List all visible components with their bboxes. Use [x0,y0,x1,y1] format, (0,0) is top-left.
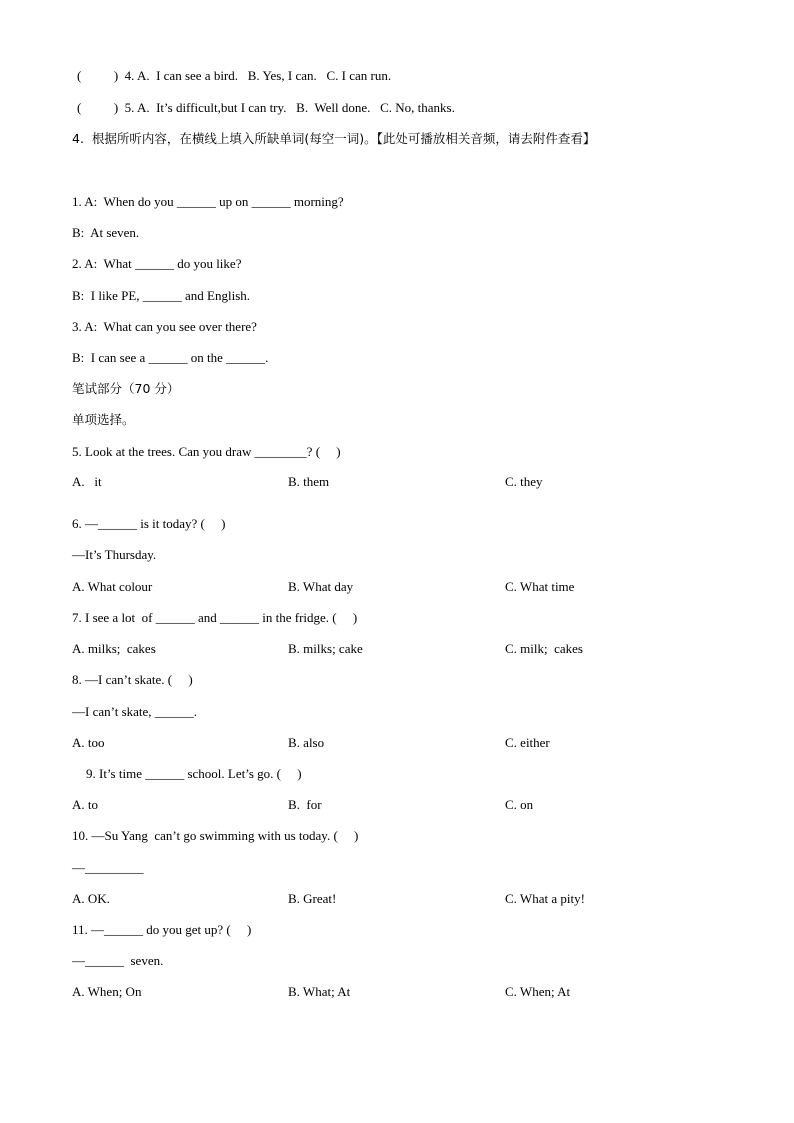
question-9-option-c[interactable]: C. on [505,797,534,812]
question-7-option-a[interactable]: A. milks; cakes [72,641,156,656]
question-6-option-b[interactable]: B. What day [288,579,354,594]
question-7-option-c[interactable]: C. milk; cakes [505,641,583,656]
question-8-option-c[interactable]: C. either [505,735,550,750]
question-11-option-c[interactable]: C. When; At [505,984,571,999]
question-8-option-a[interactable]: A. too [72,735,105,750]
listening-item-5: ( ) 5. A. It’s difficult,but I can try. B. Well done. C. No, thanks. [77,100,455,115]
question-11-reply: —______ seven. [72,953,164,968]
section4-heading: 4. 根据所听内容，在横线上填入所缺单词(每空一词)。【此处可播放相关音频，请去附件查看】 [72,131,596,146]
dictation-line-2b: B: I like PE, ______ and English. [72,288,251,303]
dictation-line-3b: B: I can see a ______ on the ______. [72,350,269,365]
dictation-line-2a: 2. A: What ______ do you like? [72,256,242,271]
dictation-line-1a: 1. A: When do you ______ up on ______ morning? [72,194,344,209]
question-7-stem: 7. I see a lot of ______ and ______ in the fridge. ( ) [72,610,358,625]
question-11-option-a[interactable]: A. When; On [72,984,142,999]
question-11-option-b[interactable]: B. What; At [288,984,351,999]
question-8-reply: —I can’t skate, ______. [72,704,198,719]
question-6-option-a[interactable]: A. What colour [72,579,153,594]
question-10-reply: —_________ [72,860,144,875]
dictation-line-1b: B: At seven. [72,225,140,240]
question-6-option-c[interactable]: C. What time [505,579,575,594]
single-choice-heading: 单项选择。 [72,412,135,427]
question-9-option-a[interactable]: A. to [72,797,98,812]
question-5-stem: 5. Look at the trees. Can you draw ________? ( ) [72,444,341,459]
question-11-stem: 11. —______ do you get up? ( ) [72,922,252,937]
question-10-option-b[interactable]: B. Great! [288,891,337,906]
question-10-stem: 10. —Su Yang can’t go swimming with us today. ( ) [72,828,359,843]
question-5-option-b[interactable]: B. them [288,474,330,489]
question-6-stem: 6. —______ is it today? ( ) [72,516,226,531]
question-9-option-b[interactable]: B. for [288,797,322,812]
question-5-option-a[interactable]: A. it [72,474,102,489]
question-8-stem: 8. —I can’t skate. ( ) [72,672,193,687]
question-9-stem: 9. It’s time ______ school. Let’s go. ( ) [86,766,302,781]
dictation-line-3a: 3. A: What can you see over there? [72,319,257,334]
listening-item-4: ( ) 4. A. I can see a bird. B. Yes, I can. C. I can run. [77,68,392,83]
question-10-option-a[interactable]: A. OK. [72,891,110,906]
question-7-option-b[interactable]: B. milks; cake [288,641,363,656]
question-8-option-b[interactable]: B. also [288,735,325,750]
written-section-heading: 笔试部分（70 分） [72,381,180,396]
question-5-option-c[interactable]: C. they [505,474,543,489]
question-10-option-c[interactable]: C. What a pity! [505,891,585,906]
question-6-reply: —It’s Thursday. [72,547,157,562]
